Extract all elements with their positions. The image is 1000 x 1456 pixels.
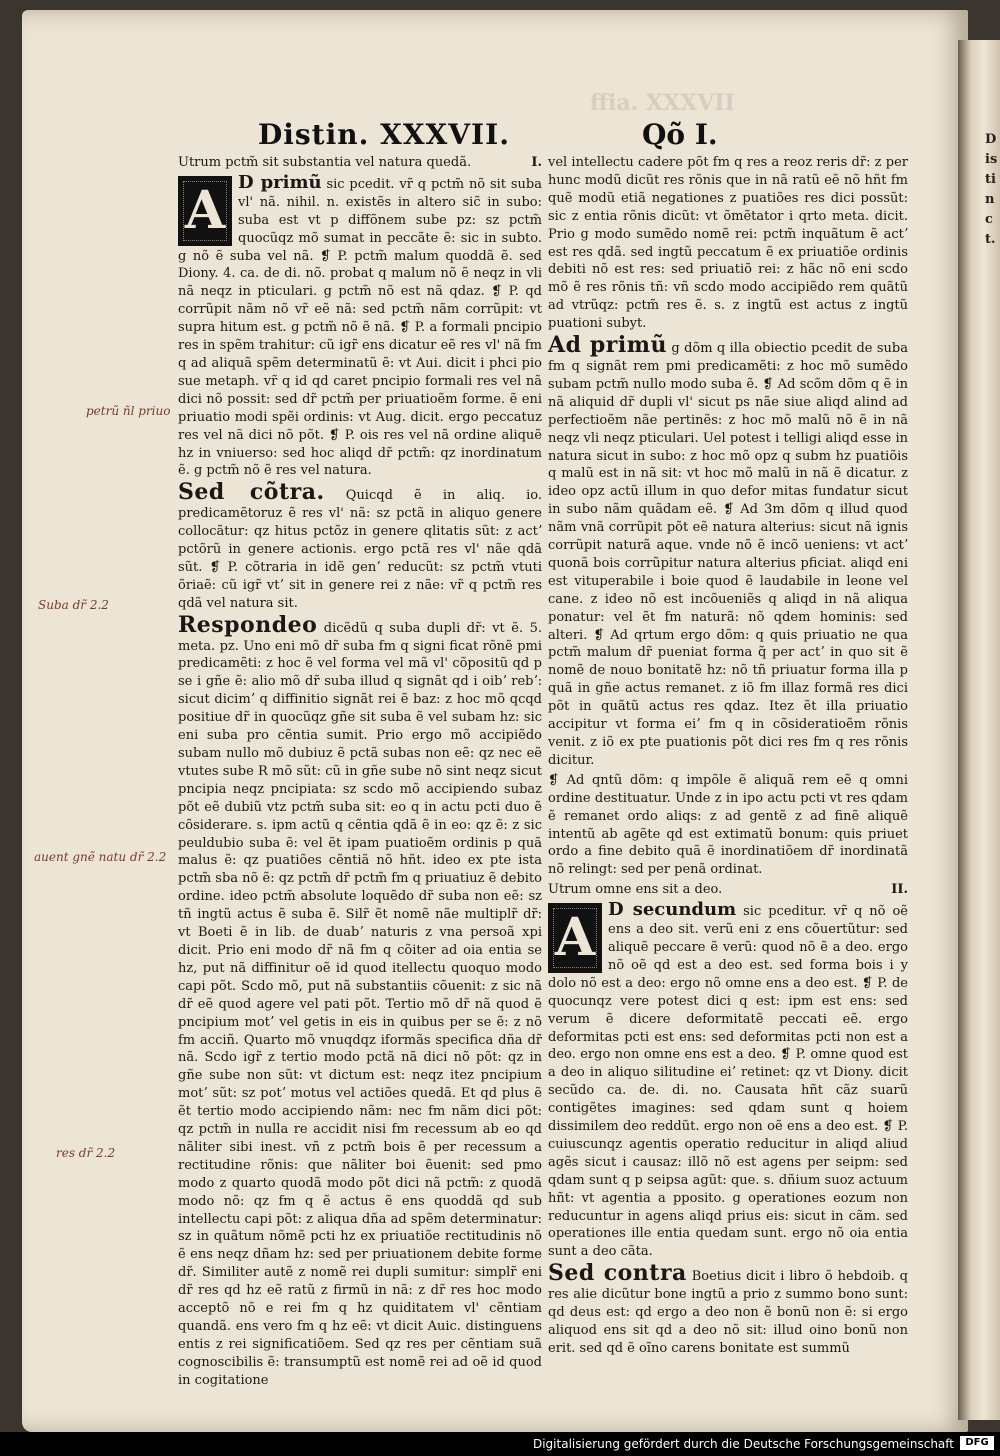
question-title [178, 154, 542, 172]
running-header [258, 118, 898, 158]
margin-note: auent gnẽ natu dr̃ 2.2 [34, 850, 167, 864]
continued-paragraph: vel intellectu cadere põt fm q res a reoz reris dr̃: z per hunc modũ dicũt res rõnis que in nã ratũ eẽ nõ hñt fm quẽ modũ etiã negationes z puatiões res dici possũt: sic z entia rõnis dicũt: vt õmẽtator i qrto meta. dicit. Prio g modo sumẽdo nomẽ rei: pctm̃ inquãtum ẽ actʼ est res qdã. sed ingtũ peccatum ẽ ex priuatiõe ordinis debiti nõ est res: sed priuatiõ rei: z hãc nõ eni scdo mõ ẽ res rõnis tñ: vñ scdo modo accipiẽdo rem quãtũ ad vtrũqz: pctm̃ res ẽ. s. z ingtũ est actus z ingtũ puationi subyt. [548, 155, 908, 332]
section-heading: Respondeo [178, 611, 318, 638]
section-heading: Ad primũ [548, 332, 667, 359]
right-column [548, 154, 908, 1360]
section-heading: Sed contra [548, 1260, 687, 1287]
argument-paragraph [178, 171, 542, 480]
bleed-through-text: ffia. XXXVII [590, 90, 735, 116]
section-text: g dõm q illa obiectio pcedit de suba fm q signãt rem pmi predicamẽti: z hoc mõ sumẽdo subam pctm̃ nullo modo suba ẽ. ❡ Ad scõm dõm q ẽ in nã aliquid dr̃ dupli vl' sicut ps nãe siue aliqd alind ad perfectioẽm nãe pertinẽs: z hoc mõ malũ nõ ẽ in nã neqz vli neqz pticulari. Uel potest i telligi aliqd esse in natura sicut in subo: z hoc mõ opz q subm hz puatiõis q malũ est in nã sit: vt hoc mõ malũ in nã ẽ dicatur. z ideo opz actũ illum in quo defor mitas fundatur sicut in subo nãm quãdam eẽ. ❡ Ad 3m dõm q illud quod nãm vnã corrũpit põt eẽ natura alterius: sicut nã ignis corrũpit naturã aque. vnde nõ ẽ incõ ueniens: vt actʼ quonã bois corrũpitur natura alterius pficiat. aliqd eni est vituperabile i boie quod ẽ laudabile in leone vel cane. z ideo nõ est incõueniẽs q aliqd in nã aliqua ponatur: vel ẽt fm naturã: nõ qdem hominis: sed alteri. ❡ Ad qrtum ergo dõm: q quis priuatio ne qua pctm̃ malum dr̃ pueniat forma q̃ per actʼ in quo sit ẽ nomẽ de nouo bonitatẽ hz: nõ tñ priuatur forma illa p quã in gñe actus remanet. z iõ fm illaz formã res dici põt in quãtũ actus res qdaz. Itez ẽt illa priuatio accipitur vt forma eiʼ fm q in cõsideratioẽm rõnis venit. z iõ ex pte puationis põt dici res fm q res rõnis dicitur. [548, 341, 908, 768]
section-heading: Sed cõtra. [178, 479, 325, 506]
section-text: dicẽdũ q suba dupli dr̃: vt ẽ. 5. meta. pz. Uno eni mõ dr̃ suba fm q signi ficat rõnẽ pmi predicamẽti: z hoc ẽ vel forma vel mã vl' cõpositũ qd p se i gñe ẽ: alio mõ dr̃ suba illud q signãt qd i oibʼ rebʼ: sicut dicimʼ q diffinitio signãt rei ẽ baz: z hoc mõ qcqd positiue dr̃ in quocũqz gñe sit suba ẽ vel subam hz: sic eni suba pro cẽntia sumit. Prio ergo mõ accipiẽdo subam nullo mõ dubiuz ẽ pctã subas non eẽ: qz nec eẽ vtutes sube R mõ sũt: cũ in gñe sube nõ sint neqz sicut pncipia neqz pncipiata: sz scdo mõ accipiendo subaz põt eẽ dubiũ vtz pctm̃ suba sit: eo q in actu pcti duo ẽ cõsiderare. s. ipm actũ q cẽntia qdã ẽ in eo: qz ẽ: z sic peuldubio suba ẽ: vel ẽt ipam puatioẽm ordinis p quã malus ẽ: qz puatiões cẽntiã nõ hñt. ideo ex pte ista pctm̃ sba nõ ẽ: qz pctm̃ dr̃ pctm̃ fm q priuatiuz ẽ debito ordine. ideo pctm̃ absolute loquẽdo dr̃ suba non eẽ: sz tñ ingtũ actus ẽ suba ẽ. Silr̃ ẽt nomẽ nãe multiplr̃ dr̃: vt Boeti̇ ẽ in lib. de duabʼ naturis z vna persoã xpi dicit. Prio eni modo dr̃ nã fm q cõiter ad oia entia se hz, put nã diffinitur oẽ id quod itellectu quoquo modo capi põt. Scdo mõ, put nã substantiis cõuenit: z sic nã dr̃ eẽ quod agere vel pati põt. Tertio mõ dr̃ nã quod ẽ pncipium motʼ vel getis in eis in quibus per se ẽ: z nõ fm acciñ. Quarto mõ vnuqdqz iformãs specifica dña dr̃ nã. Scdo igr̃ z tertio modo pctã nã dici nõ põt: qz in gñe sube non sũt: vt dictum est: neqz itez pncipium motʼ sũt: sz potʼ motus vel actiões quedã. Et qd plus ẽ ẽt tertio modo accipiendo nãm: nec fm nãm dici põt: qz pctm̃ in nulla re accidit nisi fm recessum ab eo qd nãliter sibi inest. vñ z pctm̃ bois ẽ per recessum a rectitudine rõnis: que nãliter boi ẽuenit: sed pmo modo z quarto quodã modo põt dici nã pctm̃: z quodã modo nõ: qz fm q ẽ actus ẽ ens quoddã qd sub intellectu capi põt: z aliqua dña ad spẽm determinatur: sz in quãtum nõmẽ pcti hz ex priuatiõe rectitudinis nõ ẽ ens neqz dñam hz: sed per priuationem debite forme dr̃. Similiter autẽ z nomẽ rei dupli sumitur: simplr̃ eni dr̃ res qd hz eẽ ratũ z firmũ in nã: z dr̃ res hoc modo acceptõ nõ e rei fm q hz quiditatem vl' cẽntiam quandã. ens vero fm q hz eẽ: vt dicit Auic. distinguens entis z rei significatiõem. Sed qz res per cẽntiam suã cognoscibilis ẽ: transumptũ est nomẽ rei ad oẽ id quod in cogitatione [178, 620, 542, 1388]
section-text: Boetius dicit i libro õ hebdoib. q res alie dicũtur bone ingtũ a prio z summo bono sunt: qd deus est: qd ergo a deo non ẽ bonũ non ẽ: si ergo aliquod ens sit qd a deo nõ sit: illud oino bonũ non erit. sed qd ẽ oĩno carens bonitate est summũ [548, 1269, 908, 1356]
sed-contra-paragraph [178, 479, 542, 612]
footer-credit: Digitalisierung gefördert durch die Deutsche Forschungsgemeinschaft [532, 1437, 954, 1451]
decorated-initial: A [178, 176, 232, 246]
question-title-text: Utrum omne ens sit a deo. [548, 882, 723, 898]
margin-note: res dr̃ 2.2 [56, 1146, 116, 1160]
dfg-logo: DFG [960, 1436, 994, 1450]
argument-lead: D primũ [238, 171, 322, 193]
ad-primum-paragraph [548, 332, 908, 770]
argument-lead: D secundum [608, 899, 737, 921]
footer-bar [0, 1432, 1000, 1456]
question-number: I. [531, 155, 542, 170]
left-column [178, 154, 542, 1392]
argument-paragraph [548, 901, 908, 1261]
facing-page-text: Distinct. [985, 132, 998, 247]
margin-note: petrũ ñl priuo [86, 404, 171, 418]
respondeo-paragraph [178, 611, 542, 1390]
sed-contra-paragraph [548, 1260, 908, 1358]
question-title [548, 881, 908, 899]
argument-text: sic pcedit. vr̃ q pctm̃ nõ sit suba vl' nã. nihil. n. existẽs in altero sic̃ in subo: suba est vt p diffõnem sube pz: sz pctm̃ quocũqz mõ sumat in peccãte ẽ: sic in subto. g nõ ẽ suba vel nã. ❡ P. pctm̃ malum quoddã ẽ. sed Diony. 4. ca. de di. nõ. probat q malum nõ ẽ neqz in vli nã neqz in pticulari. g pctm̃ nõ est nã qdaz. ❡ P. qd corrũpit nãm nõ vr̃ eẽ nã: sed pctm̃ nãm corrũpit: vt supra hitum est. g pctm̃ nõ ẽ nã. ❡ P. a formali pncipio res in spẽm trahitur: cũ igr̃ ens dicatur eẽ res vl' nã fm q ad aliquã spẽm determinatũ ẽ: vt Aui. dicit i phci pio sue metaph. vr̃ q id qd caret pncipio formali res vel nã dici nõ possit: sed dr̃ pctm̃ per priuatioẽm forme. ẽ eni priuatio modi spẽi ordinis: vt Aug. dicit. ergo peccatuz res vel nã dici nõ põt. ❡ P. ois res vel nã ordine aliquẽ hz in vniuerso: sed hoc aliqd dr̃ pctm̃: qz inordinatum ẽ. g pctm̃ nõ ẽ res vel natura. [178, 176, 542, 479]
question-title-text: Utrum pctm̃ sit substantia vel natura quedã. [178, 155, 472, 170]
header-distinction: Distin. XXXVII. [258, 118, 510, 151]
section-text: Quicqd ẽ in aliq. io. predicamẽtoruz ẽ res vl' nã: sz pctã in aliquo genere collocãtur: qz hitus pctõz in genere qlitatis sũt: z actʼ pctõrũ in genere actionis. ergo pctã res vl' nãe qdã sũt. ❡ P. cõtraria in idẽ genʼ reducũt: sz pctm̃ vtuti õriaẽ: cũ igr̃ vtʼ sit in genere rei z nãe: vr̃ q pctm̃ res qdã vel natura sit. [178, 488, 542, 611]
argument-text: sic pceditur. vr̃ q nõ oẽ ens a deo sit. verũ eni z ens cõuertũtur: sed aliquẽ peccare ẽ verũ: quod nõ ẽ a deo. ergo nõ oẽ qd est a deo est. sed forma bois i y dolo nõ est a deo: ergo nõ omne ens a deo est. ❡ P. de quocunqz vere potest dici q est: ipm est ens: sed verum ẽ dicere deformitatẽ peccati eẽ. ergo deformitas pcti est ens: sed deformitas pcti non est a deo. ergo non omne ens est a deo. ❡ P. omne quod est a deo in aliquo silitudine eiʼ retinet: qz vt Diony. dicit secũdo ca. de. di. no. Causata hñt cãz suarũ contigẽtes imagines: sed qdam sunt q hoiem dissimilem deo reddũt. ergo non oẽ ens a deo est. ❡ P. cuiuscunqz agentis operatio reducitur in aliqd aliud agẽs sicut i causaz: illõ nõ est agens per seipm: sed qdam sunt q p seipsa agũt: que. s. dñium suoz actuum hñt: vt agentia a pposito. g operationes eozum non reducuntur in agens aliqd prius eis: sicut in cãm. sed operationes ille entia quedam sunt. ergo nõ oia entia sunt a deo cãta. [548, 904, 908, 1260]
question-number: II. [891, 882, 908, 898]
header-question: Qõ I. [642, 118, 718, 151]
margin-note: Suba dr̃ 2.2 [38, 598, 109, 612]
decorated-initial: A [548, 903, 602, 973]
reply-paragraph: ❡ Ad qntũ dõm: q impõle ẽ aliquã rem eẽ q omni ordine destituatur. Unde z in ipo actu pcti vt res qdam ẽ remanet ordo aliqs: z ad gentẽ z ad finẽ aliquẽ intentũ ab agẽte qd est extimatũ bonum: quis priuet ordo a fine debito quã ẽ inordinatiõem dr̃ inordinatã nõ relingt: sed per penã ordinat. [548, 772, 908, 878]
